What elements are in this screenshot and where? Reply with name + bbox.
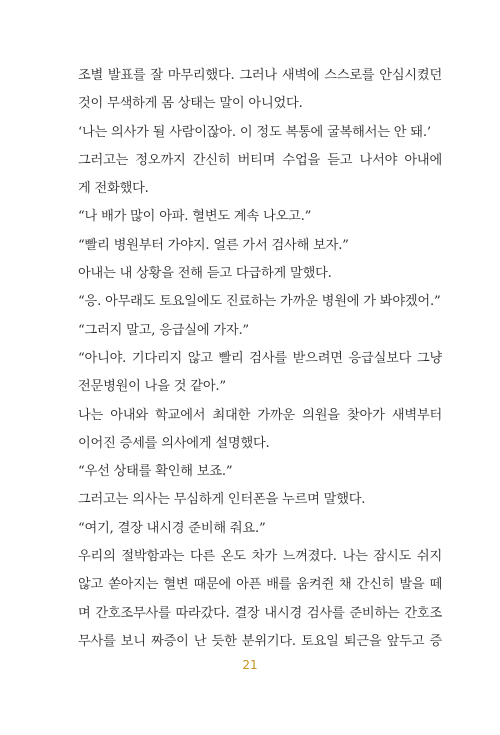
text-line: 것이 무색하게 몸 상태는 말이 아니었다. bbox=[78, 96, 303, 112]
text-line: “빨리 병원부터 가야지. 얼른 가서 검사해 보자.” bbox=[78, 237, 349, 253]
text-line: 게 전화했다. bbox=[78, 181, 149, 197]
body-text bbox=[78, 62, 442, 656]
text-line: 나는 아내와 학교에서 최대한 가까운 의원을 찾아가 새벽부터 bbox=[78, 407, 442, 423]
text-line: “우선 상태를 확인해 보죠.” bbox=[78, 464, 233, 480]
text-line: 무사를 보니 짜증이 난 듯한 분위기다. 토요일 퇴근을 앞두고 증 bbox=[78, 633, 442, 649]
text-line: 이어진 증세를 의사에게 설명했다. bbox=[78, 435, 270, 451]
text-line: 아내는 내 상황을 전해 듣고 다급하게 말했다. bbox=[78, 266, 332, 282]
text-line: “나 배가 많이 아파. 혈변도 계속 나오고.” bbox=[78, 209, 312, 225]
text-line: 며 간호조무사를 따라갔다. 결장 내시경 검사를 준비하는 간호조 bbox=[78, 605, 442, 621]
text-line: “그러지 말고, 응급실에 가자.” bbox=[78, 322, 249, 338]
text-line: “응. 아무래도 토요일에도 진료하는 가까운 병원에 가 봐야겠어.” bbox=[78, 294, 441, 310]
text-line: 않고 쏟아지는 혈변 때문에 아픈 배를 움켜쥔 채 간신히 발을 떼 bbox=[78, 577, 442, 593]
text-line: ‘나는 의사가 될 사람이잖아. 이 정도 복통에 굴복해서는 안 돼.’ bbox=[78, 124, 431, 140]
text-line: 우리의 절박함과는 다른 온도 차가 느껴졌다. 나는 잠시도 쉬지 bbox=[78, 549, 442, 565]
page-number: 21 bbox=[242, 658, 258, 672]
text-line: 그러고는 의사는 무심하게 인터폰을 누르며 말했다. bbox=[78, 492, 366, 508]
text-line: “아니야. 기다리지 않고 빨리 검사를 받으려면 응급실보다 그냥 bbox=[78, 350, 442, 366]
text-line: 조별 발표를 잘 마무리했다. 그러나 새벽에 스스로를 안심시켰던 bbox=[78, 68, 442, 83]
text-line: 그러고는 정오까지 간신히 버티며 수업을 듣고 나서야 아내에 bbox=[78, 152, 442, 168]
text-line: “여기, 결장 내시경 준비해 줘요.” bbox=[78, 520, 266, 536]
text-line: 전문병원이 나을 것 같아.” bbox=[78, 379, 226, 395]
